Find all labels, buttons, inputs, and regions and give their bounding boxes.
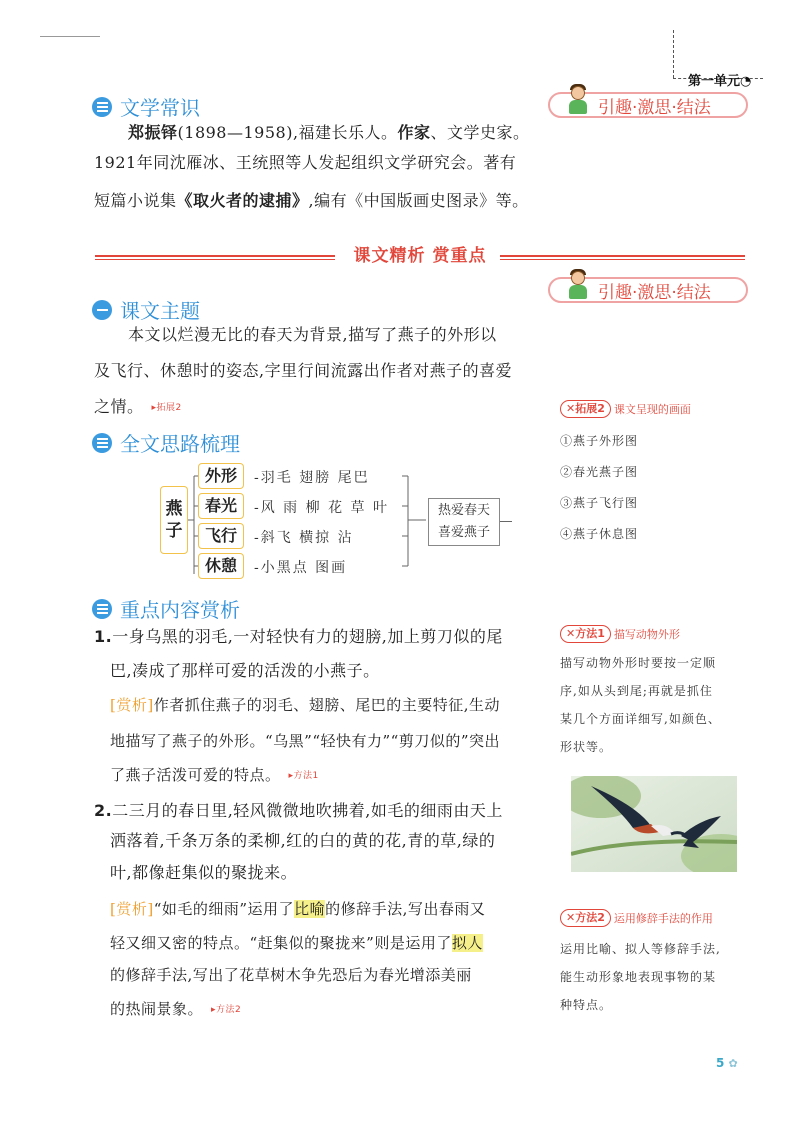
mindmap-result bbox=[428, 498, 500, 546]
side-method2-head bbox=[560, 909, 713, 927]
analysis-2-comment-3: 的修辞手法,写出了花草树木争先恐后为春光增添美丽 bbox=[110, 966, 472, 984]
mindmap-branch-4: 休憩 bbox=[198, 553, 244, 579]
analysis-1-comment-3: 了燕子活泼可爱的特点。 ▸方法1 bbox=[110, 760, 550, 791]
side-banner-text: 引趣·激思·结法 bbox=[598, 282, 711, 303]
method1-text: 描写动物外形时要按一定顺 序,如从头到尾;再就是抓住 某几个方面详细写,如颜色、 形状等。 bbox=[560, 656, 721, 754]
divider-title: 课文精析 赏重点 bbox=[353, 246, 487, 266]
section-lit-title: 文学常识 bbox=[120, 96, 200, 120]
side-expand-item-3: ③燕子飞行图 bbox=[560, 496, 639, 510]
header-rule bbox=[40, 36, 100, 37]
expand-badge: ✕拓展2 bbox=[560, 400, 611, 418]
side-method1-box bbox=[560, 622, 750, 761]
side-expand-item-2: ②春光燕子图 bbox=[560, 465, 639, 479]
analysis-2-quote-1: 2.二三月的春日里,轻风微微地吹拂着,如毛的细雨由天上 bbox=[94, 801, 503, 820]
unit-label: 第一单元◔ bbox=[688, 74, 752, 89]
method2-badge: ✕方法2 bbox=[560, 909, 611, 927]
mindmap-root: 燕子 bbox=[160, 486, 188, 554]
side-expand-item-4: ④燕子休息图 bbox=[560, 527, 639, 541]
analysis-1-comment-1: [赏析]作者抓住燕子的羽毛、翅膀、尾巴的主要特征,生动 bbox=[110, 696, 500, 714]
lit-line-1: 郑振铎(1898—1958),福建长乐人。作家、文学史家。 bbox=[128, 123, 530, 142]
method2-text: 运用比喻、拟人等修辞手法, 能生动形象地表现事物的某 种特点。 bbox=[560, 942, 721, 1012]
child-figure-icon bbox=[564, 277, 592, 303]
method2-title: 运用修辞手法的作用 bbox=[613, 912, 713, 925]
mindmap-detail-1: -羽毛 翅膀 尾巴 bbox=[254, 470, 370, 486]
section-one-icon bbox=[92, 300, 112, 320]
mindmap-branch-2: 春光 bbox=[198, 493, 244, 519]
section-three-icon bbox=[92, 97, 112, 117]
swallow-photo bbox=[571, 776, 737, 872]
analysis-2-quote-2: 洒落着,千条万条的柔柳,红的白的黄的花,青的草,绿的 bbox=[110, 831, 496, 850]
page-number: 5 ✿ bbox=[716, 1056, 738, 1070]
mindmap-branch-1: 外形 bbox=[198, 463, 244, 489]
section-lit-heading bbox=[92, 92, 200, 121]
section-two-icon bbox=[92, 433, 112, 453]
analysis-2-comment-1: [赏析]“如毛的细雨”运用了比喻的修辞手法,写出春雨又 bbox=[110, 900, 486, 918]
analysis-2-comment-2: 轻又细又密的特点。“赶集似的聚拢来”则是运用了拟人 bbox=[110, 934, 483, 952]
side-method2-box bbox=[560, 906, 760, 1019]
analysis-1-quote-2: 巴,凑成了那样可爱的活泼的小燕子。 bbox=[110, 661, 380, 680]
expand-title: 课文呈现的画面 bbox=[613, 403, 691, 416]
expand-tag: ▸拓展2 bbox=[151, 402, 182, 413]
flower-icon: ✿ bbox=[728, 1057, 738, 1070]
lit-line-2: 1921年同沈雁冰、王统照等人发起组织文学研究会。著有 bbox=[94, 153, 517, 172]
section-outline-heading bbox=[92, 428, 240, 457]
method2-tag: ▸方法2 bbox=[211, 1005, 242, 1015]
mindmap-result-2: 喜爱燕子 bbox=[437, 525, 490, 540]
side-banner-1 bbox=[548, 92, 748, 118]
cross-icon: ✕ bbox=[566, 911, 576, 924]
side-expand-box bbox=[560, 397, 691, 542]
side-banner-2 bbox=[548, 277, 748, 303]
theme-line-2: 及飞行、休憩时的姿态,字里行间流露出作者对燕子的喜爱 bbox=[94, 361, 513, 380]
method1-badge: ✕方法1 bbox=[560, 625, 611, 643]
divider-line-left bbox=[95, 255, 335, 260]
child-figure-icon bbox=[564, 92, 592, 118]
section-analysis-heading bbox=[92, 594, 240, 623]
corner-dash-vertical bbox=[673, 30, 674, 78]
lit-line-3: 短篇小说集《取火者的逮捕》,编有《中国版画史图录》等。 bbox=[94, 191, 529, 210]
side-banner-text: 引趣·激思·结法 bbox=[598, 97, 711, 118]
divider-line-right bbox=[500, 255, 745, 260]
cross-icon: ✕ bbox=[566, 402, 576, 415]
theme-line-3: 之情。 ▸拓展2 bbox=[94, 392, 550, 423]
method1-tag: ▸方法1 bbox=[288, 771, 319, 781]
mindmap-detail-3: -斜飞 横掠 沾 bbox=[254, 530, 354, 546]
unit-icon: ◔ bbox=[740, 74, 752, 89]
section-three-icon bbox=[92, 599, 112, 619]
method1-title: 描写动物外形 bbox=[613, 628, 680, 641]
section-theme-title: 课文主题 bbox=[120, 299, 200, 323]
section-outline-title: 全文思路梳理 bbox=[120, 432, 240, 456]
mindmap-branch-3: 飞行 bbox=[198, 523, 244, 549]
cross-icon: ✕ bbox=[566, 627, 576, 640]
mindmap-detail-4: -小黑点 图画 bbox=[254, 560, 348, 576]
mindmap-result-tail bbox=[500, 521, 512, 522]
analysis-1-comment-2: 地描写了燕子的外形。“乌黑”“轻快有力”“剪刀似的”突出 bbox=[110, 732, 501, 750]
analysis-2-quote-3: 叶,都像赶集似的聚拢来。 bbox=[110, 863, 298, 882]
analysis-1-quote-1: 1.一身乌黑的羽毛,一对轻快有力的翅膀,加上剪刀似的尾 bbox=[94, 627, 503, 646]
mindmap-detail-2: -风 雨 柳 花 草 叶 bbox=[254, 500, 389, 516]
mindmap-result-1: 热爱春天 bbox=[437, 503, 490, 518]
theme-line-1: 本文以烂漫无比的春天为背景,描写了燕子的外形以 bbox=[128, 325, 497, 344]
side-expand-head bbox=[560, 400, 691, 418]
side-expand-item-1: ①燕子外形图 bbox=[560, 434, 639, 448]
side-method1-head bbox=[560, 625, 680, 643]
section-analysis-title: 重点内容赏析 bbox=[120, 598, 240, 622]
analysis-2-comment-4: 的热闹景象。 ▸方法2 bbox=[110, 994, 550, 1025]
